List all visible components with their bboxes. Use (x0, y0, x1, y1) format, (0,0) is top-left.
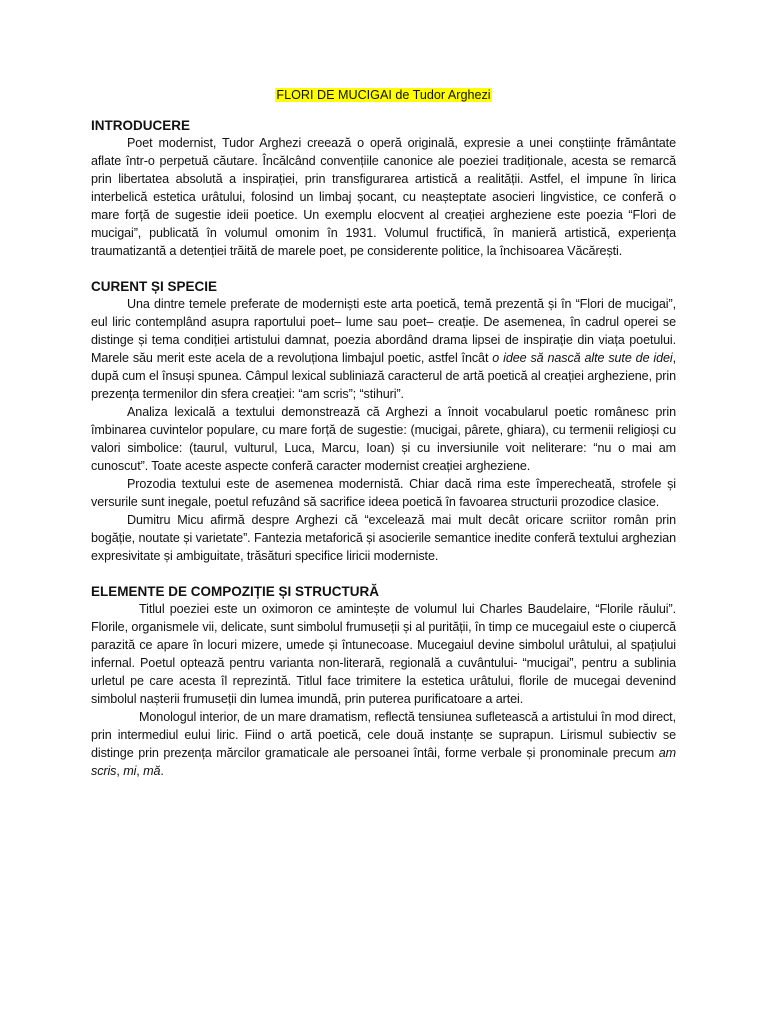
section-elemente-de-compozitie (91, 583, 676, 780)
paragraph-text: Monologul interior, de un mare dramatism, reflectă tensiunea sufletească a artistului în mod direct, prin intermediul eului liric. Fiind o artă poetică, cele două instanțe se suprapun. Lirismul subiectiv se distinge prin prezența mărcilor gramaticale ale persoanei întâi, forme verbale și pronominale precum (91, 710, 676, 760)
paragraph-text: Prozodia textului este de asemenea modernistă. Chiar dacă rima este împerecheată, strofele și versurile sunt inegale, poetul refuzând să sacrifice ideea poetică în favoarea structurii prozodice clasice. (91, 477, 676, 509)
section-curent-si-specie (91, 278, 676, 565)
paragraph-text: Poet modernist, Tudor Arghezi creează o operă originală, expresie a unei conștiințe frământate aflate într-o perpetuă căutare. Încălcând convențiile canonice ale poeziei tradiționale, acesta se remarcă prin libertatea absolută a inspirației, prin transfigurarea artistică a realității. Astfel, el impune în lirica interbelică estetica urâtului, folosind un limbaj șocant, cu neașteptate asocieri lingvistice, ce conferă o mare forță de sugestie ideii poetice. Un exemplu elocvent al creației argheziene este poezia “Flori de mucigai”, publicată în volumul omonim în 1931. Volumul fructifică, în manieră artistică, experiența traumatizantă a detenției trăită de marele poet, pe considerente politice, la închisoarea Văcărești. (91, 136, 676, 258)
paragraph (91, 511, 676, 565)
italic-term: mă (143, 764, 161, 778)
paragraph (91, 403, 676, 475)
paragraph (91, 600, 676, 708)
section-introducere (91, 117, 676, 260)
italic-quote: o idee să nască alte sute de idei (492, 351, 673, 365)
document-page (91, 86, 676, 780)
section-heading: INTRODUCERE (91, 118, 191, 133)
paragraph-text: Analiza lexicală a textului demonstrează că Arghezi a înnoit vocabularul poetic românesc prin îmbinarea cuvintelor populare, cu mare forță de sugestie: (mucigai, pârete, ghiara), cu termenii religioși cu valori simbolice: (taurul, vulturul, Luca, Marcu, Ioan) și cu inversiunile voit neliterare: “nu o mai am cunoscut”. Toate aceste aspecte conferă caracter modernist creației argheziene. (91, 405, 676, 473)
italic-term: mi (123, 764, 137, 778)
paragraph-text: Una dintre temele preferate de moderniști este arta poetică, temă prezentă și în “Flori de mucigai”, eul liric contemplând asupra raportului poet– lume sau poet– creație. De asemenea, în cadrul operei se distinge și tema condiției artistului damnat, poezia abordând drama lipsei de inspirație din viața poetului. Marele său merit este acela de a revoluționa limbajul poetic, astfel încât (91, 297, 676, 365)
paragraph (91, 295, 676, 403)
paragraph-text: . (160, 764, 164, 778)
paragraph-text: , (116, 764, 124, 778)
paragraph-text: , (136, 764, 144, 778)
paragraph (91, 708, 676, 780)
italic-term: am scris (91, 746, 676, 778)
paragraph-text: Dumitru Micu afirmă despre Arghezi că “excelează mai mult decât oricare scriitor român prin bogăție, noutate și varietate”. Fantezia metaforică și asocierile semantice inedite conferă textului arghezian expresivitate și ambiguitate, trăsături specifice liricii moderniste. (91, 513, 676, 563)
document-title: FLORI DE MUCIGAI de Tudor Arghezi (276, 88, 491, 102)
section-heading: ELEMENTE DE COMPOZIȚIE ȘI STRUCTURĂ (91, 584, 380, 599)
paragraph (91, 475, 676, 511)
section-heading: CURENT ȘI SPECIE (91, 279, 218, 294)
title-line (91, 86, 676, 104)
paragraph (91, 134, 676, 260)
paragraph-text: Titlul poeziei este un oximoron ce amintește de volumul lui Charles Baudelaire, “Florile răului”. Florile, organismele vii, delicate, sunt simbolul frumuseții și al purității, în timp ce mucegaiul este o ciupercă parazită ce apare în locuri mizere, umede și întunecoase. Mucegaiul devine simbolul urâtului, al spațiului infernal. Poetul optează pentru varianta non-literară, regională a cuvântului- “mucigai”, pentru a sublinia urletul pe care acesta îl reprezintă. Titlul face trimitere la estetica urâtului, florile de mucegai devenind simbolul nașterii frumuseții din lumea imundă, prin puterea purificatoare a artei. (91, 602, 676, 706)
paragraph-text: , după cum el însuși spunea. Câmpul lexical subliniază caracterul de artă poetică al creației argheziene, prin prezența termenilor din sfera creației: “am scris”; “stihuri”. (91, 351, 676, 401)
